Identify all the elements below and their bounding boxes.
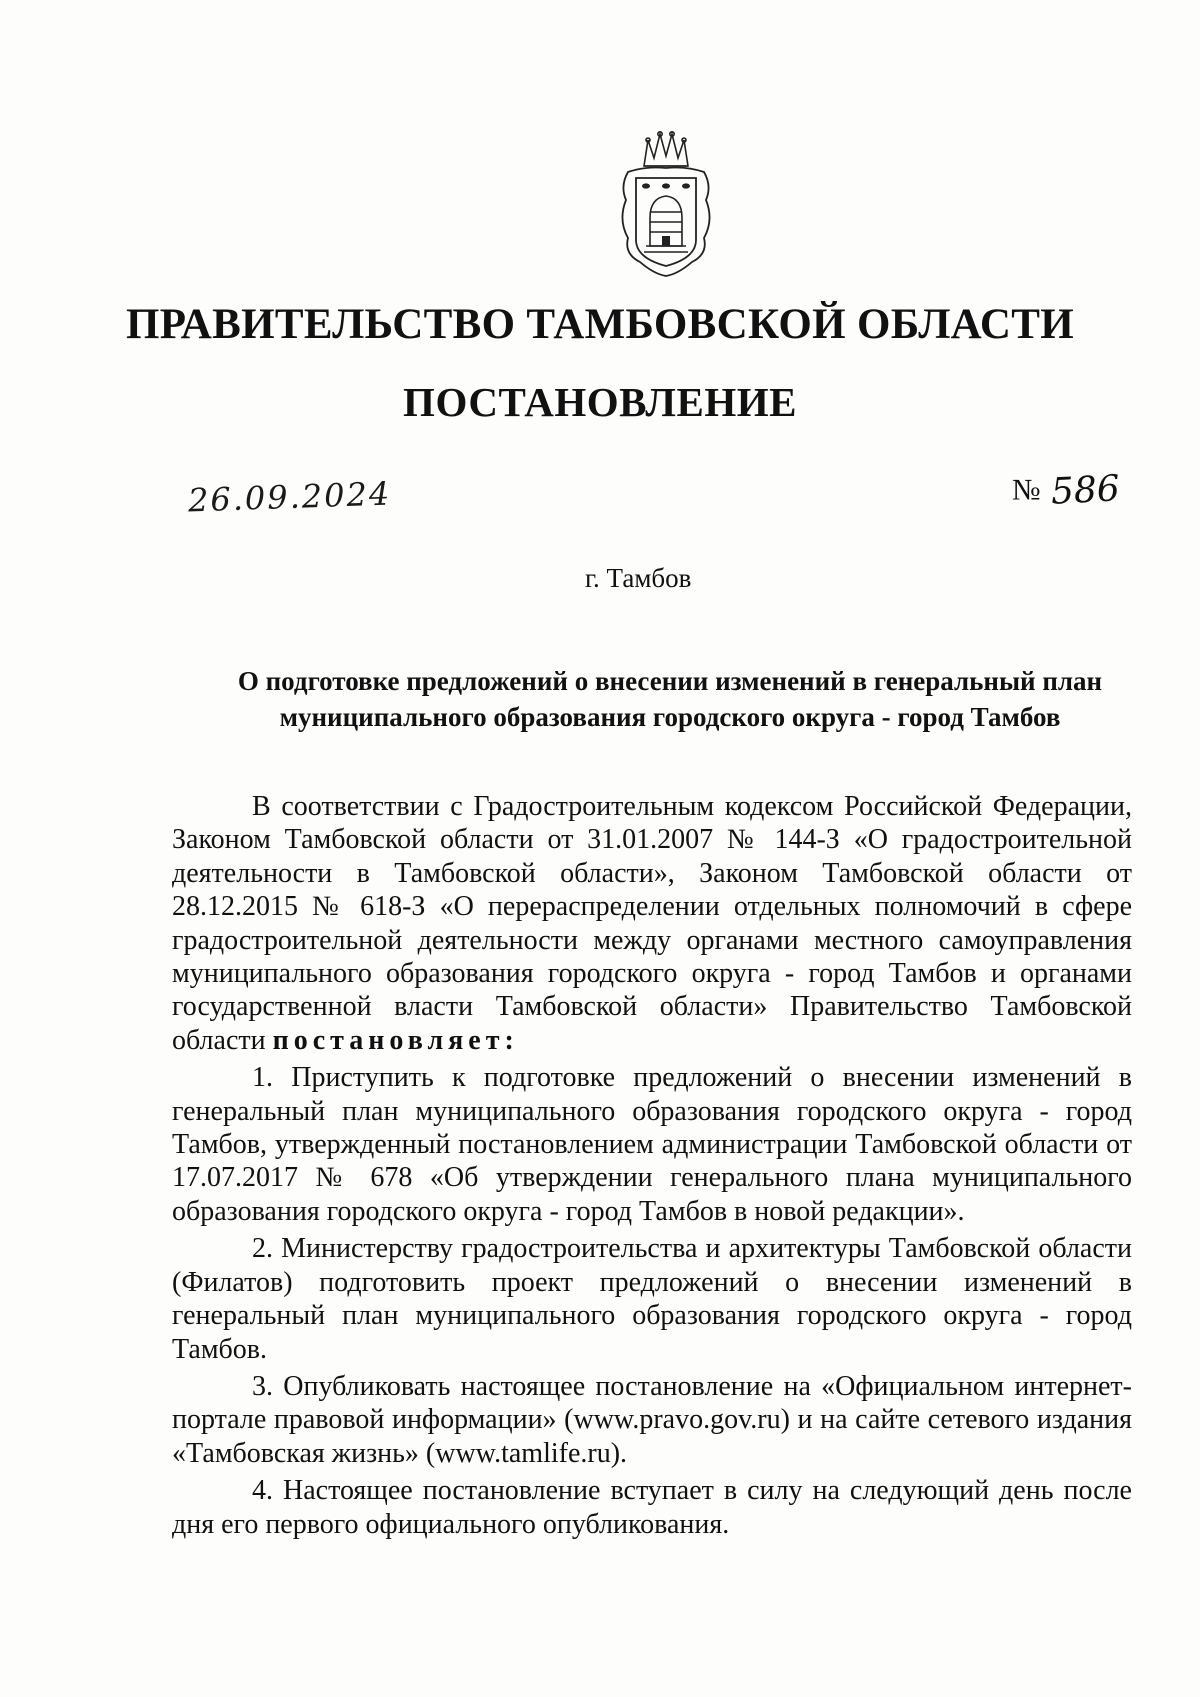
subject-line-2: муниципального образования городского округа - город Тамбов	[279, 702, 1061, 732]
preamble-paragraph	[172, 790, 1132, 1057]
subject-line-1: О подготовке предложений о внесении изменений в генеральный план	[237, 666, 1103, 696]
item-2: 2. Министерству градостроительства и архитектуры Тамбовской области (Филатов) подготовить проект предложений о внесении изменений в генеральный план муниципального образования городского округа - город Тамбов.	[172, 1233, 1132, 1365]
decree-word: постановляет	[272, 1024, 505, 1056]
document-number	[1012, 470, 1119, 511]
decree-colon: :	[504, 1024, 514, 1056]
document-body	[172, 790, 1132, 1545]
document-type-title: ПОСТАНОВЛЕНИЕ	[403, 379, 797, 425]
number-value: 586	[1049, 468, 1121, 513]
item-1: 1. Приступить к подготовке предложений о внесении изменений в генеральный план муниципального образования городского округа - город Тамбов, утвержденный постановлением администрации Тамбовской области от 17.07.2017 № 678 «Об утверждении генерального плана муниципального образования городского округа - город Тамбов в новой редакции».	[172, 1062, 1132, 1227]
preamble-text: В соответствии с Градостроительным кодексом Российской Федерации, Законом Тамбовской области от 31.01.2007 № 144-З «О градостроительной деятельности в Тамбовской области», Законом Тамбовской области от 28.12.2015 № 618-З «О перераспределении отдельных полномочий в сфере градостроительной деятельности между органами местного самоуправления муниципального образования городского округа - город Тамбов и органами государственной власти Тамбовской области» Правительство Тамбовской области	[172, 791, 1132, 1056]
city-label: г. Тамбов	[585, 563, 692, 593]
document-date: 26.09.2024	[187, 474, 392, 520]
item-4: 4. Настоящее постановление вступает в силу на следующий день после дня его первого официального опубликования.	[172, 1475, 1132, 1540]
government-title: ПРАВИТЕЛЬСТВО ТАМБОВСКОЙ ОБЛАСТИ	[126, 301, 1074, 348]
coat-of-arms-icon	[614, 128, 719, 278]
item-3: 3. Опубликовать настоящее постановление на «Официальном интернет-портале правовой информации» (www.pravo.gov.ru) и на сайте сетевого издания «Тамбовская жизнь» (www.tamlife.ru).	[172, 1370, 1132, 1469]
document-subject	[180, 663, 1160, 735]
number-label: №	[1012, 473, 1041, 507]
